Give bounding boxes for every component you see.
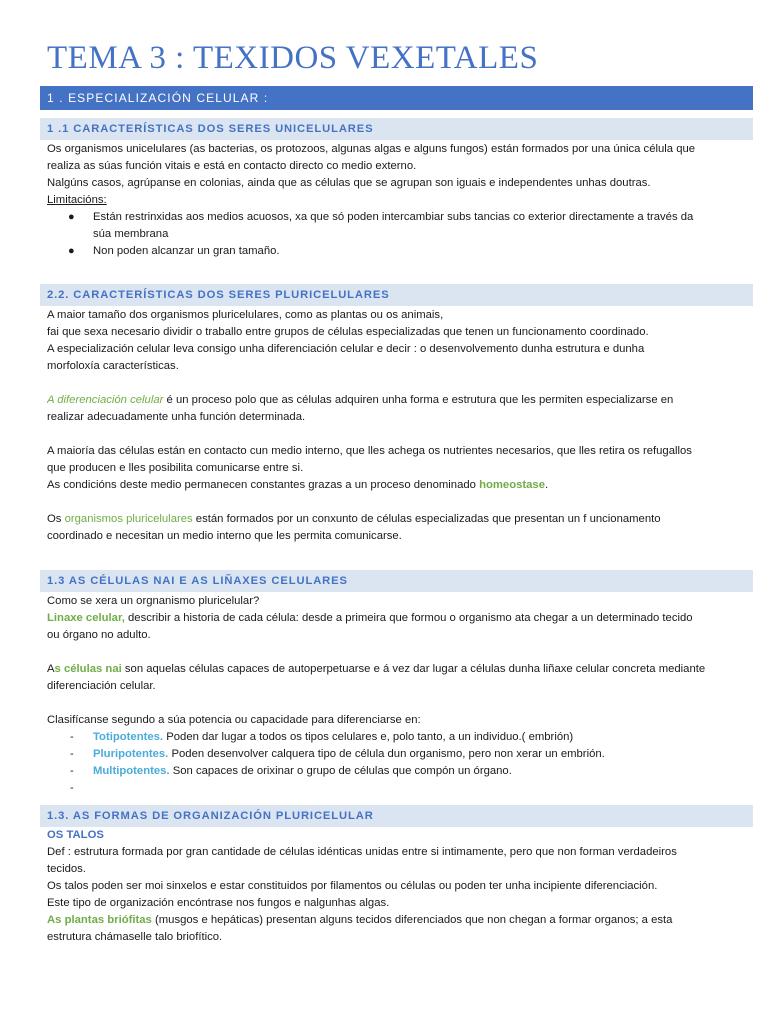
subheading-os-talos: OS TALOS [47, 829, 104, 841]
paragraph-line: morfoloxía características. [47, 360, 179, 372]
text-fragment: Son capaces de orixinar o grupo de células que compón un órgano. [169, 765, 512, 777]
paragraph-line [47, 661, 747, 678]
term-celulas-nai: s células nai [54, 663, 122, 675]
list-item: Están restrinxidas aos medios acuosos, xa que só poden intercambiar subs tancias co exterior directamente a través da [93, 211, 694, 223]
dash-bullet-icon: - [70, 782, 74, 794]
paragraph-line: A maior tamaño dos organismos pluricelulares, como as plantas ou os animais, [47, 309, 444, 321]
bullet-icon: ● [68, 211, 75, 223]
list-item-continuation: súa membrana [93, 228, 169, 240]
paragraph-line [47, 392, 747, 409]
paragraph-line [47, 477, 747, 494]
paragraph-line: Clasifícanse segundo a súa potencia ou capacidade para diferenciarse en: [47, 714, 421, 726]
paragraph-line: Como se xera un orgnanismo pluricelular? [47, 595, 260, 607]
text-fragment: Poden desenvolver calquera tipo de célula dun organismo, pero non xerar un embrión. [168, 748, 605, 760]
paragraph-line: Os organismos unicelulares (as bacterias, os protozoos, algunas algas e alguns fungos) están formados por una única célula que [47, 143, 696, 155]
paragraph-line: Os talos poden ser moi sinxelos e estar constituidos por filamentos ou células ou poden ter unha incipiente diferenciación. [47, 880, 658, 892]
paragraph-line: fai que sexa necesario dividir o traballo entre grupos de células especializadas que tenen un funcionamento coordinado. [47, 326, 649, 338]
text-fragment: é un proceso polo que as células adquiren unha forma e estrutura que les permiten especializarse en [163, 394, 674, 406]
dash-bullet-icon: - [70, 748, 74, 760]
paragraph-line: diferenciación celular. [47, 680, 156, 692]
paragraph-line: tecidos. [47, 863, 86, 875]
text-fragment: son aquelas células capaces de autoperpetuarse e á vez dar lugar a células dunha liñaxe celular concreta mediante [121, 663, 706, 675]
list-item [93, 746, 753, 763]
term-organismos-pluricelulares: organismos pluricelulares [64, 513, 193, 525]
text-fragment: . [545, 479, 549, 491]
paragraph-line: A maioría das células están en contacto cun medio interno, que lles achega os nutrientes necesarios, que lles retira os refugallos [47, 445, 692, 457]
text-fragment: A [47, 663, 55, 675]
list-item [93, 763, 753, 780]
paragraph-line [47, 912, 747, 929]
text-fragment: Os [47, 513, 65, 525]
subsection-heading-formas-organizacion: 1.3. AS FORMAS DE ORGANIZACIÓN PLURICELULAR [40, 805, 753, 827]
text-fragment: describir a historia de cada célula: desde a primeira que formou o organismo ata chegar a un determinado tecido [124, 612, 693, 624]
paragraph-line: Nalgúns casos, agrúpanse en colonias, ainda que as células que se agrupan son iguais e independentes unhas doutras. [47, 177, 651, 189]
paragraph-line: A especialización celular leva consigo unha diferenciación celular e decir : o desenvolvemento dunha estrutura e dunha [47, 343, 645, 355]
page-title: TEMA 3 : TEXIDOS VEXETALES [47, 40, 539, 76]
list-item [93, 729, 753, 746]
subsection-heading-celulas-nai: 1.3 AS CÉLULAS NAI E AS LIÑAXES CELULARES [40, 570, 753, 592]
paragraph-line: realizar adecuadamente unha función determinada. [47, 411, 306, 423]
term-plantas-briofitas: As plantas briófitas [47, 914, 152, 926]
dash-bullet-icon: - [70, 731, 74, 743]
subsection-heading-unicelulares: 1 .1 CARACTERÍSTICAS DOS SERES UNICELULARES [40, 118, 753, 140]
list-item: Non poden alcanzar un gran tamaño. [93, 245, 280, 257]
term-pluripotentes: Pluripotentes. [93, 748, 169, 760]
section-heading-especializacion: 1 . ESPECIALIZACIÓN CELULAR : [40, 86, 753, 110]
text-fragment: están formados por un conxunto de células especializadas que presentan un f uncionamento [192, 513, 661, 525]
paragraph-line: Este tipo de organización encóntrase nos fungos e nalgunhas algas. [47, 897, 390, 909]
term-totipotentes: Totipotentes. [93, 731, 164, 743]
paragraph-line: coordinado e necesitan un medio interno que les permita comunicarse. [47, 530, 402, 542]
paragraph-line [47, 610, 747, 627]
dash-bullet-icon: - [70, 765, 74, 777]
subsection-heading-pluricelulares: 2.2. CARACTERÍSTICAS DOS SERES PLURICELULARES [40, 284, 753, 306]
paragraph-line: ou órgano no adulto. [47, 629, 151, 641]
term-homeostase: homeostase [479, 479, 545, 491]
term-multipotentes: Multipotentes. [93, 765, 170, 777]
term-linaxe-celular: Linaxe celular, [47, 612, 125, 624]
paragraph-line: que producen e lles posibilita comunicarse entre si. [47, 462, 304, 474]
paragraph-line: realiza as súas función vitais e está en contacto directo co medio externo. [47, 160, 417, 172]
text-fragment: As condicións deste medio permanecen constantes grazas a un proceso denominado [47, 479, 480, 491]
text-fragment: (musgos e hepáticas) presentan alguns tecidos diferenciados que non chegan a formar organos; a esta [151, 914, 673, 926]
paragraph-line [47, 511, 747, 528]
paragraph-line: Def : estrutura formada por gran cantidade de células idénticas unidas entre si intimamente, pero que non forman verdadeiros [47, 846, 677, 858]
bullet-icon: ● [68, 245, 75, 257]
text-fragment: Poden dar lugar a todos os tipos celulares e, polo tanto, a un individuo.( embrión) [163, 731, 574, 743]
limitations-label: Limitacións: [47, 194, 107, 206]
paragraph-line: estrutura chámaselle talo briofítico. [47, 931, 223, 943]
term-diferenciacion-celular: A diferenciación celular [47, 394, 164, 406]
